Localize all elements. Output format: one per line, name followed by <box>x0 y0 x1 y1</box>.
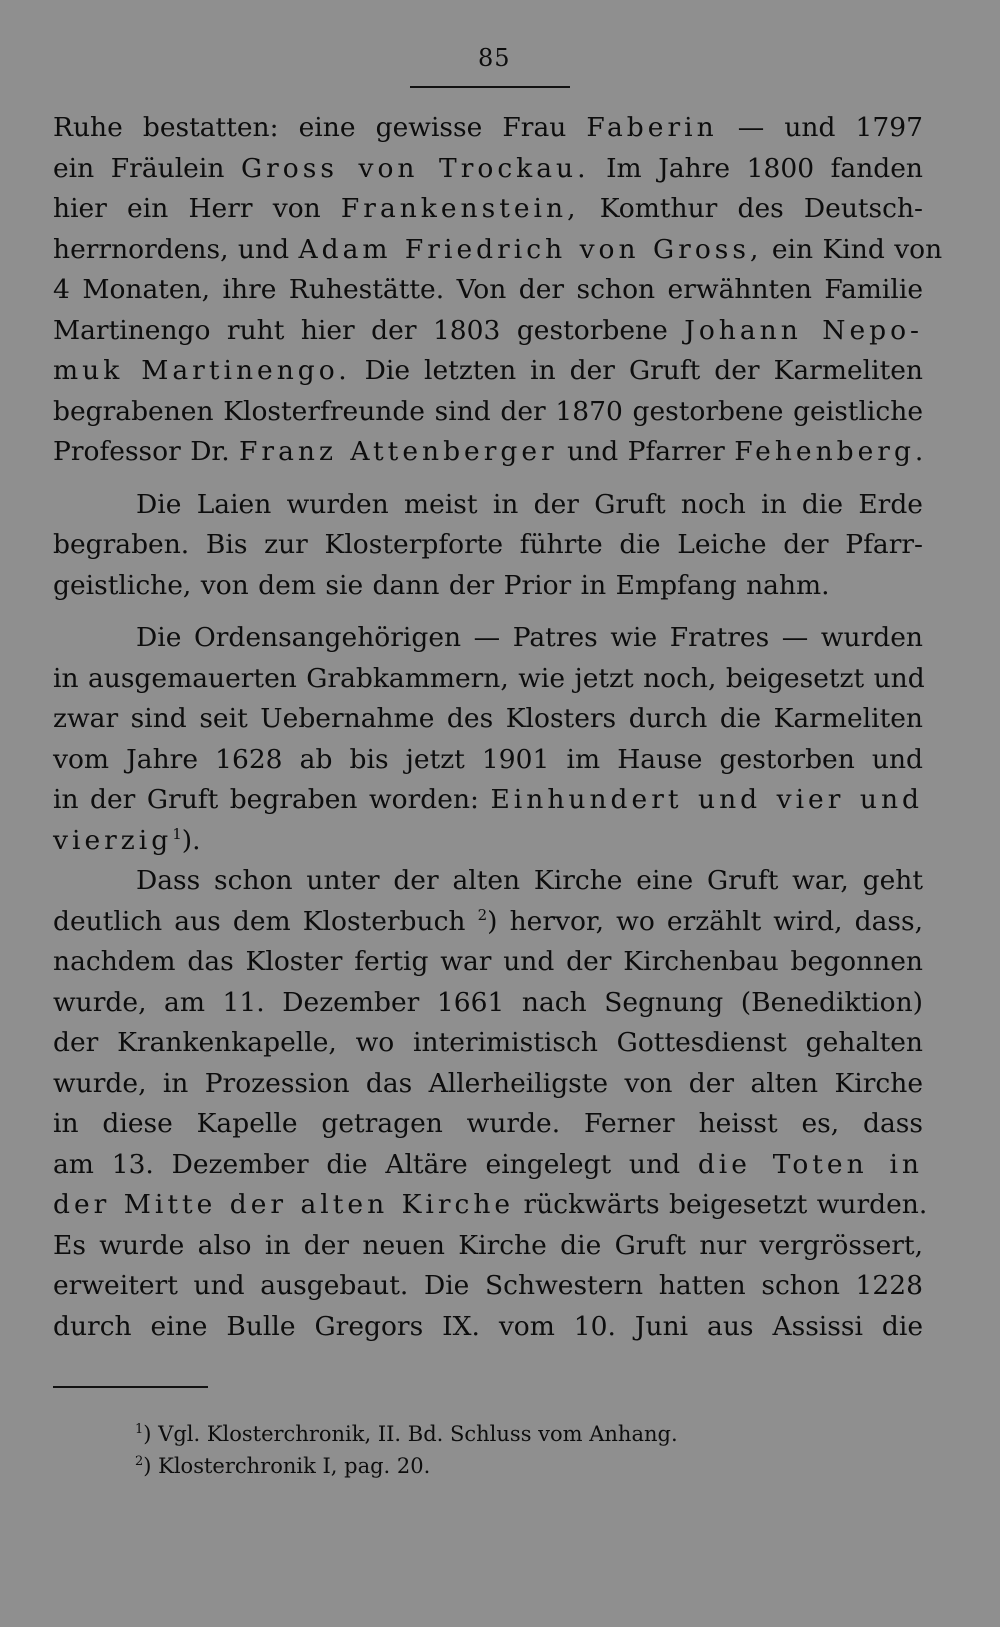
text-line: Martinengo ruht hier der 1803 gestorbene Johann Nepo- <box>53 314 923 346</box>
text-line: Dass schon unter der alten Kirche eine Gruft war, geht <box>136 865 923 896</box>
text-line: begrabenen Klosterfreunde sind der 1870 gestorbene geistliche <box>53 395 923 427</box>
text-line: am 13. Dezember die Altäre eingelegt und die Toten in <box>53 1148 924 1180</box>
text-line: 4 Monaten, ihre Ruhestätte. Von der schon erwähnten Familie <box>53 274 923 305</box>
text-line: wurde, in Prozession das Allerheiligste von der alten Kirche <box>53 1067 923 1099</box>
text-line: in der Gruft begraben worden: Einhundert und vier und <box>53 784 923 815</box>
text-line: muk Martinengo. Die letzten in der Gruft der Karmeliten <box>53 355 923 386</box>
footnote-ref: 2 <box>477 905 488 924</box>
footnote-rule <box>53 1386 208 1388</box>
text-line: der Mitte der alten Kirche rückwärts beigesetzt wurden. <box>53 1189 928 1220</box>
text-line: deutlich aus dem Klosterbuch $^2$) hervor, wo erzählt wird, dass, <box>53 905 923 937</box>
text-line: vierzig$^1$). <box>53 824 201 856</box>
text-line: durch eine Bulle Gregors IX. vom 10. Juni aus Assissi die <box>53 1310 923 1342</box>
text-line: in diese Kapelle getragen wurde. Ferner heisst es, dass <box>53 1108 923 1139</box>
text-line: Es wurde also in der neuen Kirche die Gruft nur vergrössert, <box>53 1229 923 1261</box>
text-line: ein Fräulein Gross von Trockau. Im Jahre 1800 fanden <box>53 152 923 184</box>
text-line: geistliche, von dem sie dann der Prior in Empfang nahm. <box>53 569 830 601</box>
text-line: vom Jahre 1628 ab bis jetzt 1901 im Hause gestorben und <box>53 743 923 775</box>
text-line: Ruhe bestatten: eine gewisse Frau Faberin — und 1797 <box>53 112 923 143</box>
footnote: $^2$) Klosterchronik I, pag. 20. <box>135 1454 431 1478</box>
body-text <box>53 108 943 1347</box>
footnote-ref: 1 <box>172 824 182 843</box>
text-line: Professor Dr. Franz Attenberger und Pfarrer Fehenberg. <box>53 436 928 467</box>
text-line: herrnordens, und Adam Friedrich von Gross, ein Kind von <box>53 233 943 265</box>
text-line: nachdem das Kloster fertig war und der Kirchenbau begonnen <box>53 946 923 977</box>
text-line: begraben. Bis zur Klosterpforte führte die Leiche der Pfarr- <box>53 529 923 560</box>
footnotes <box>135 1418 678 1482</box>
text-line: wurde, am 11. Dezember 1661 nach Segnung (Benediktion) <box>53 986 923 1018</box>
text-line: Die Laien wurden meist in der Gruft noch in die Erde <box>136 488 923 520</box>
text-line: zwar sind seit Uebernahme des Klosters durch die Karmeliten <box>53 703 923 734</box>
page-number: 85 <box>478 44 511 72</box>
text-line: der Krankenkapelle, wo interimistisch Gottesdienst gehalten <box>53 1027 923 1058</box>
text-line: hier ein Herr von Frankenstein, Komthur des Deutsch- <box>53 193 923 224</box>
header-rule <box>410 86 570 88</box>
text-line: erweitert und ausgebaut. Die Schwestern hatten schon 1228 <box>53 1270 923 1301</box>
footnote: $^1$) Vgl. Klosterchronik, II. Bd. Schluss vom Anhang. <box>135 1422 678 1446</box>
text-line: Die Ordensangehörigen — Patres wie Fratres — wurden <box>136 622 923 653</box>
text-line: in ausgemauerten Grabkammern, wie jetzt noch, beigesetzt und <box>53 662 925 694</box>
